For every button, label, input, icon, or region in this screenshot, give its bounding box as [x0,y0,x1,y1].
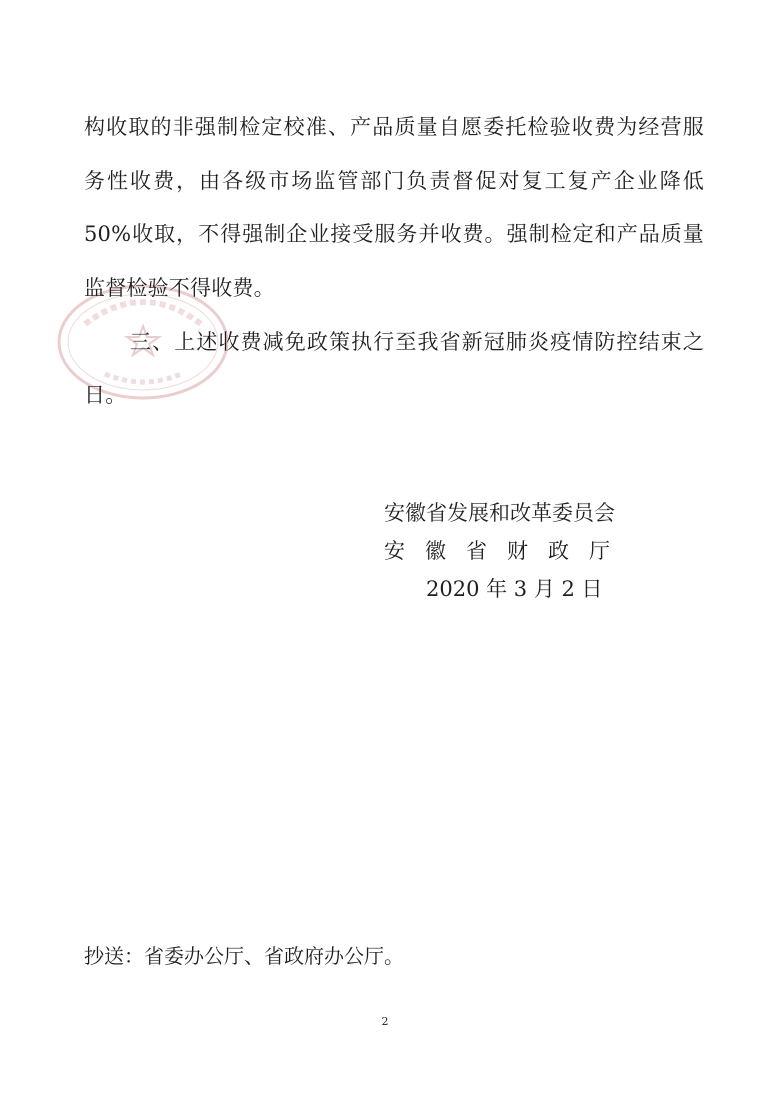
body-line-3: 50%收取，不得强制企业接受服务并收费。强制检定和产品质量 [84,222,704,247]
body-text [84,117,704,439]
body-line-1: 构收取的非强制检定校准、产品质量自愿委托检验收费为经营服 [84,115,704,139]
page-number: 2 [381,1015,389,1028]
signature-org-1: 安徽省发展和改革委员会 [384,501,615,525]
body-line-2: 务性收费，由各级市场监管部门负责督促对复工复产企业降低 [84,168,704,193]
body-line-5: 三、上述收费减免政策执行至我省新冠肺炎疫情防控结束之 [130,329,704,354]
body-line-4: 监督检验不得收费。 [84,276,275,301]
signature-block [384,501,615,617]
signature-date: 2020 年 3 月 2 日 [426,577,603,601]
cc-line: 抄送：省委办公厅、省政府办公厅。 [84,944,404,968]
body-line-6: 日。 [84,383,127,408]
signature-org-2: 安徽省财政厅 [384,539,610,563]
